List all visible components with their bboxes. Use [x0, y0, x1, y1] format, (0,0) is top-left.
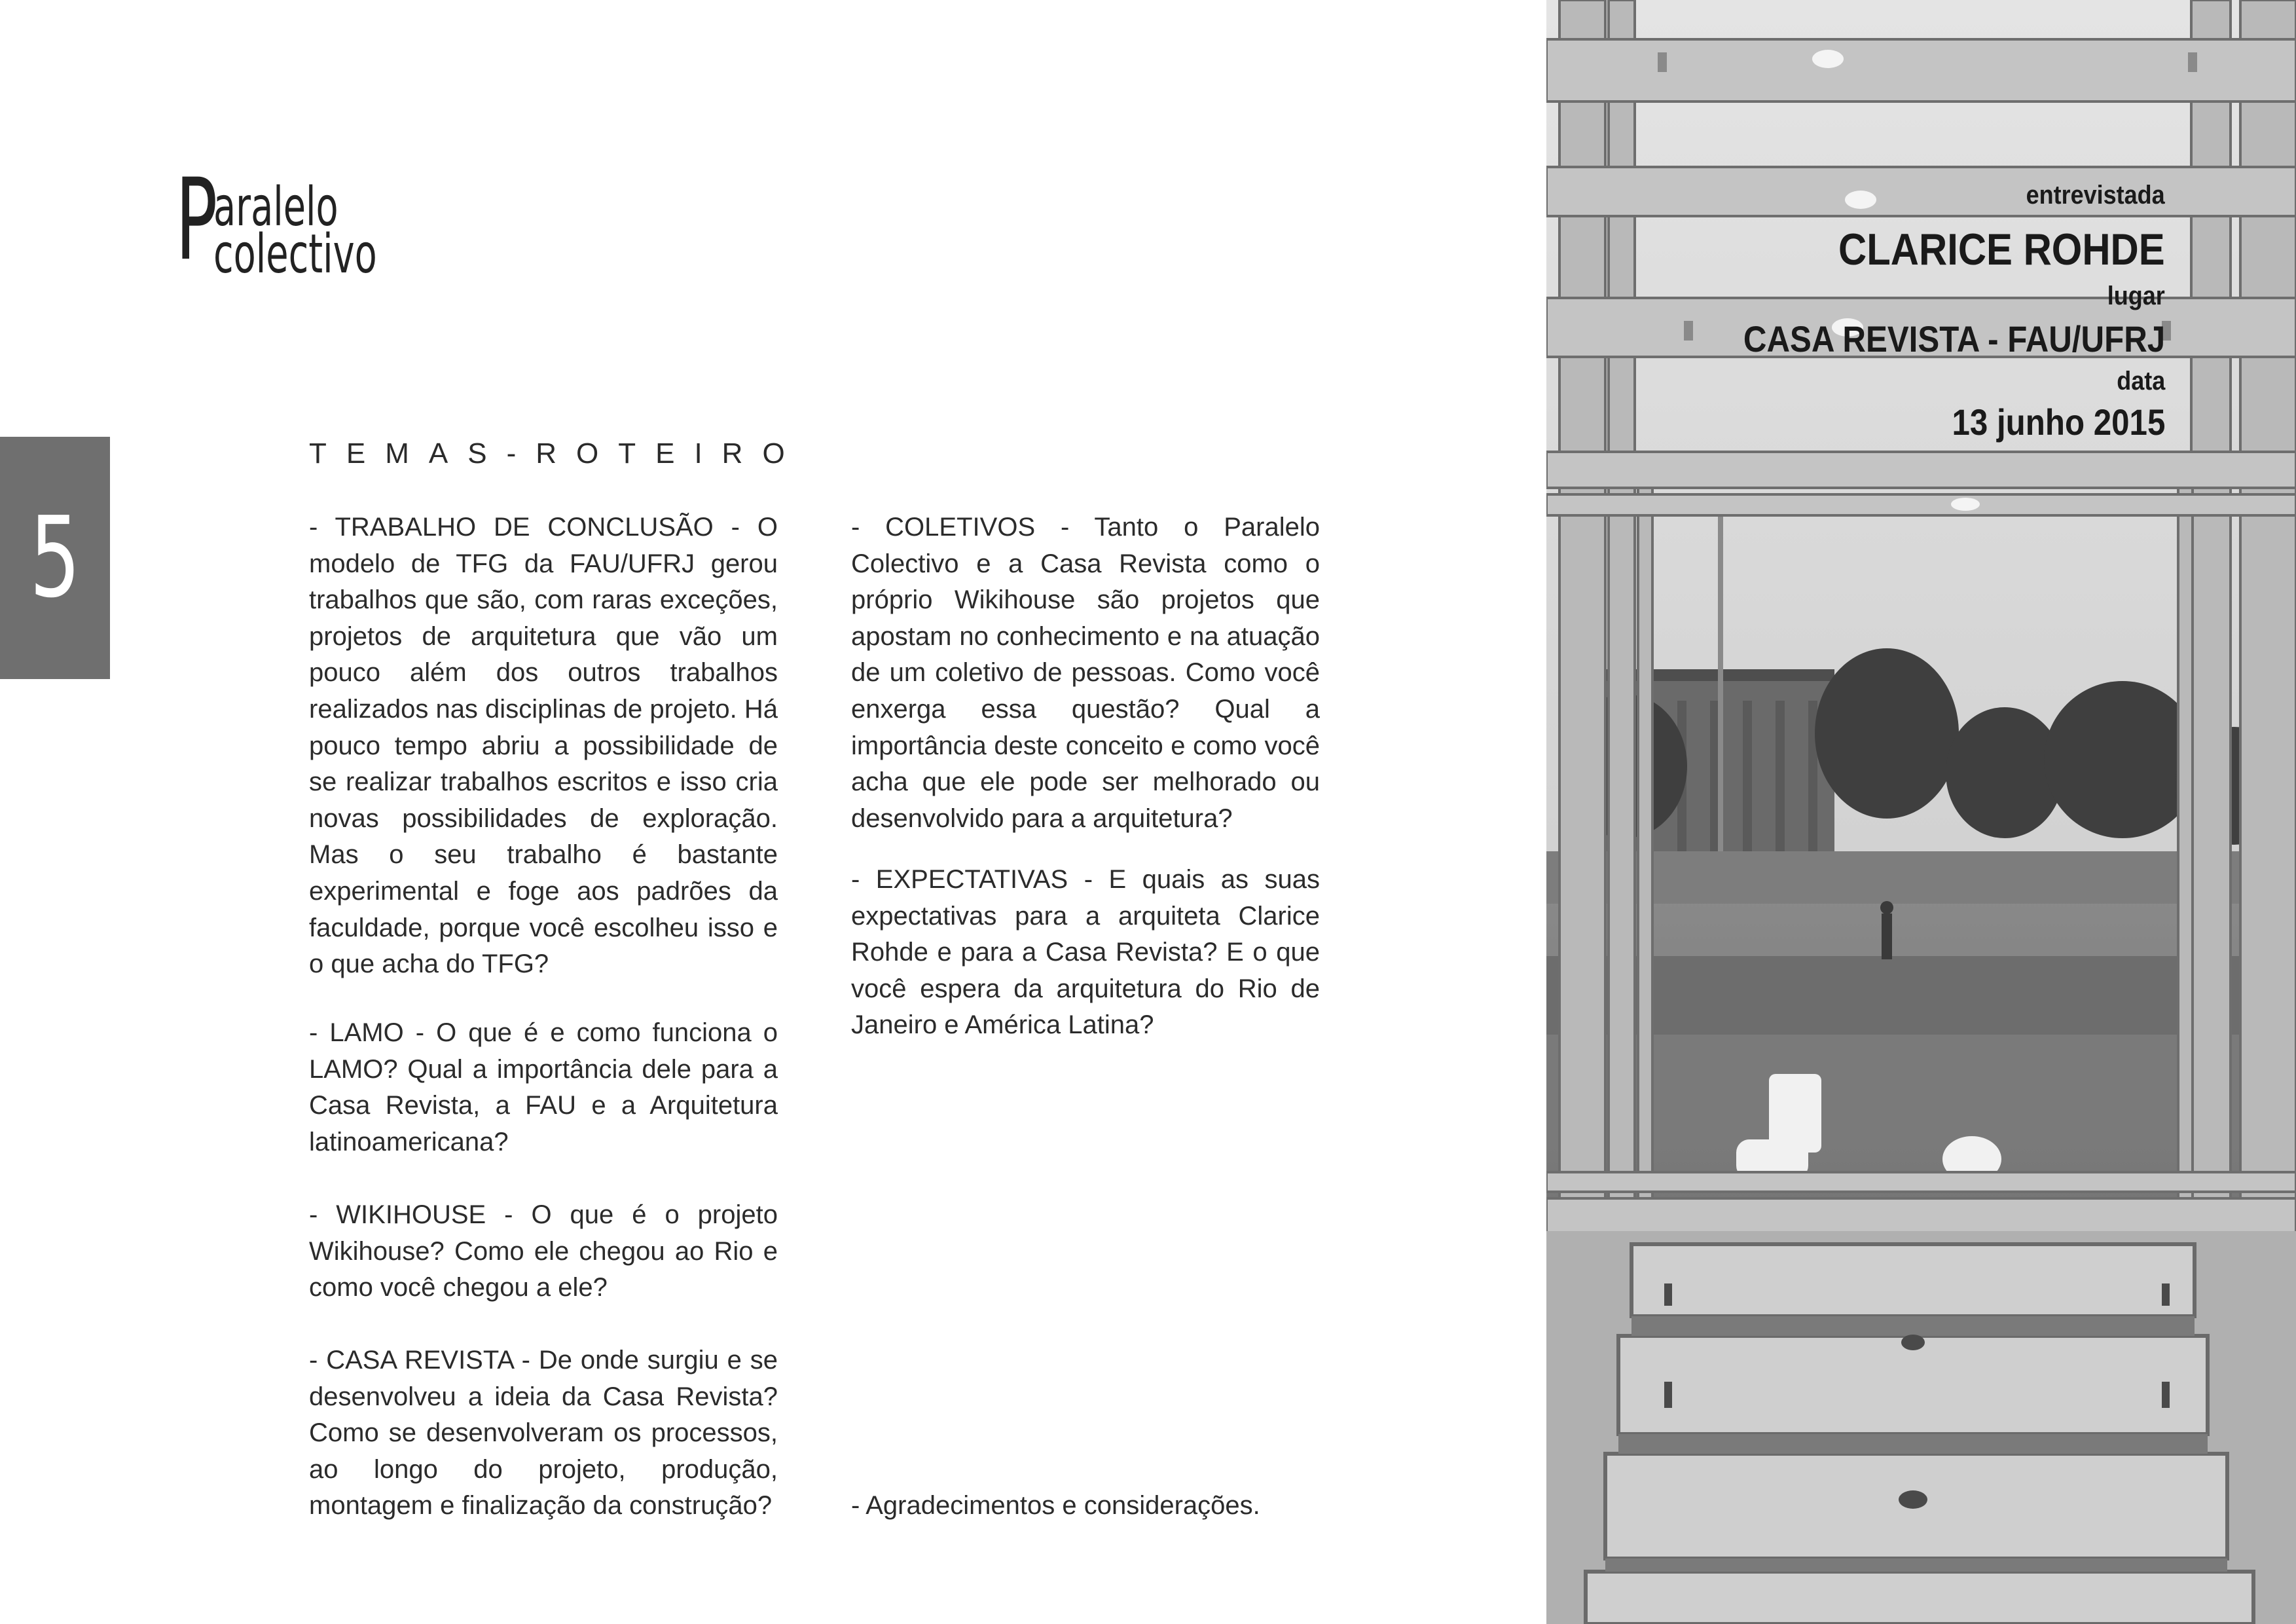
question-casa-revista: - CASA REVISTA - De onde surgiu e se desenvolveu a ideia da Casa Revista? Como se desenvolveram os processos, ao longo do projeto, produção, montagem e finalização da construção? — [309, 1346, 778, 1521]
question-lamo: - LAMO - O que é e como funciona o LAMO? Qual a importância dele para a Casa Revista, a FAU e a Arquitetura latinoamericana? — [309, 1018, 778, 1156]
construction-photo — [1546, 0, 2296, 1624]
logo-line-1: aralelo — [213, 176, 338, 238]
date-value: 13 junho 2015 — [1952, 401, 2165, 443]
question-expectativas: - EXPECTATIVAS - E quais as suas expectativas para a arquiteta Clarice Rohde e para a Casa Revista? E o que você espera da arquitetura do Rio de Janeiro e América Latina? — [851, 865, 1320, 1040]
logo-initial: P — [175, 154, 218, 286]
chapter-tab — [0, 437, 110, 679]
question-wikihouse: - WIKIHOUSE - O que é o projeto Wikihouse? Como ele chegou ao Rio e como você chegou a ele? — [309, 1200, 778, 1302]
paralelo-colectivo-logo — [175, 154, 477, 286]
place-label: lugar — [2107, 282, 2165, 310]
section-heading: TEMAS-ROTEIRO — [309, 437, 805, 470]
place-value: CASA REVISTA - FAU/UFRJ — [1743, 318, 2165, 360]
interviewee-name: CLARICE ROHDE — [1838, 225, 2165, 274]
closing-remarks: - Agradecimentos e considerações. — [851, 1491, 1260, 1520]
chapter-number: 5 — [29, 493, 81, 623]
date-label: data — [2116, 367, 2165, 396]
question-trabalho-de-conclusao: - TRABALHO DE CONCLUSÃO - O modelo de TFG da FAU/UFRJ gerou trabalhos que são, com raras exceções, projetos de arquitetura que vão um pouco além dos outros trabalhos realizados nas disciplinas de projeto. Há pouco tempo abriu a possibilidade de se realizar trabalhos escritos e isso cria novas possibilidades de exploração. Mas o seu trabalho é bastante experimental e foge aos padrões da faculdade, porque você escolheu isso e o que acha do TFG? — [309, 513, 778, 979]
question-coletivos: - COLETIVOS - Tanto o Paralelo Colectivo e a Casa Revista como o próprio Wikihouse são projetos que apostam no conhecimento e na atuação de um coletivo de pessoas. Como você enxerga essa questão? Qual a importância deste conceito e como você acha que ele pode ser melhorado ou desenvolvido para a arquitetura? — [851, 513, 1320, 833]
logo-line-2: colectivo — [213, 223, 377, 286]
interviewee-label: entrevistada — [2026, 181, 2165, 210]
